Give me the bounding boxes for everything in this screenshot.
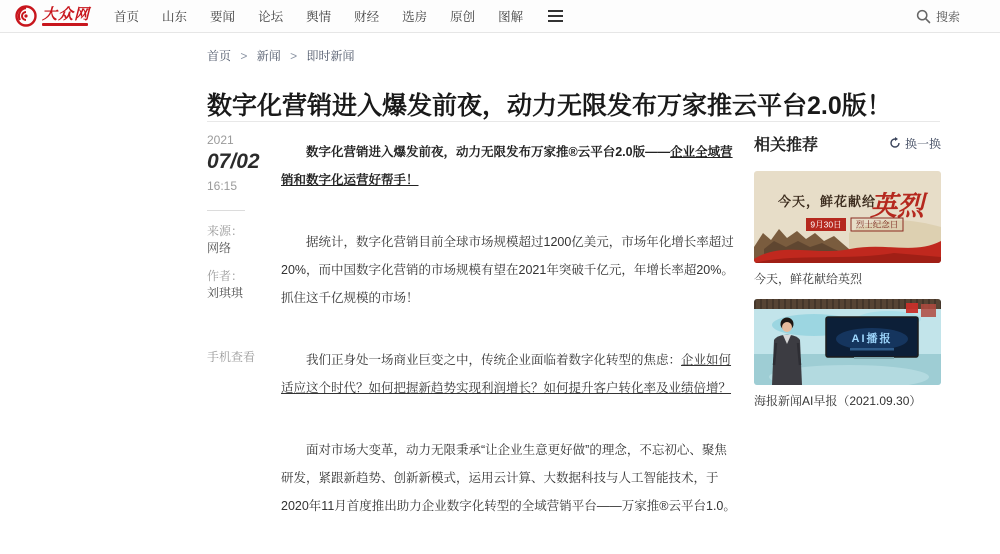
- banner-headline: 今天，鲜花献给: [778, 194, 877, 209]
- sidebar-title: 相关推荐: [754, 136, 819, 154]
- paragraph-underlined-text: 企业如何适应这个时代？如何把握新趋势实现利润增长？如何提升客户转化率及业绩倍增？: [281, 353, 732, 395]
- paragraph-underlined-text: 企业全域营销和数字化运营好帮手！: [281, 145, 733, 187]
- article-paragraph-1: [281, 138, 737, 194]
- card-caption: 今天，鲜花献给英烈: [754, 272, 863, 286]
- hamburger-icon: [548, 10, 563, 12]
- title-divider: [207, 121, 940, 122]
- paragraph-text: 面对市场大变革，动力无限秉承“让企业生意更好做”的理念，不忘初心、聚焦研发，紧跟新趋势、创新新模式，运用云计算、大数据科技与人工智能技术，于2020年11月首度推出助力企业数字化转型的全域营销平台——万家推®云平台1.0。: [281, 443, 736, 513]
- meta-date: 07/02: [207, 150, 260, 173]
- main-navigation: [114, 7, 523, 25]
- top-navbar: [0, 0, 1000, 33]
- breadcrumb-separator: >: [290, 49, 298, 63]
- screen-text: AI播报: [851, 333, 893, 345]
- article-body: [281, 138, 737, 554]
- article-paragraph-3: [281, 346, 737, 402]
- source-label: 来源：: [207, 224, 244, 238]
- article-paragraph-4: [281, 436, 737, 520]
- logo-swirl-icon: [14, 4, 38, 28]
- broadcaster-logo: [921, 304, 936, 317]
- nav-item-shandong[interactable]: 山东: [162, 10, 188, 24]
- breadcrumb-news[interactable]: 新闻: [256, 49, 281, 63]
- refresh-label: 换一换: [904, 136, 941, 151]
- broadcaster-logo: [906, 303, 918, 313]
- author-value: 刘琪琪: [207, 286, 244, 300]
- search-label: 搜索: [935, 9, 960, 24]
- paragraph-text: 据统计，数字化营销目前全球市场规模超过1200亿美元，市场年化增长率超过20%，而中国数字化营销的市场规模有望在2021年突破千亿元，年增长率超20%。抓住这千亿规模的市场！: [281, 235, 734, 305]
- nav-item-headlines[interactable]: 要闻: [210, 10, 236, 24]
- nav-item-forum[interactable]: 论坛: [258, 10, 284, 24]
- memorial-banner-image: [754, 171, 941, 263]
- refresh-icon: [889, 137, 901, 149]
- banner-date-badge: 9月30日: [810, 219, 842, 230]
- banner-label-badge: 烈士纪念日: [855, 219, 899, 230]
- search-button[interactable]: [916, 8, 960, 25]
- nav-item-public-opinion[interactable]: 舆情: [306, 10, 332, 24]
- related-sidebar: [754, 133, 941, 421]
- source-value: 网络: [207, 241, 232, 255]
- nav-item-finance[interactable]: 财经: [354, 10, 380, 24]
- refresh-button[interactable]: [889, 135, 941, 152]
- article-paragraph-2: [281, 228, 737, 312]
- banner-accent-text: 英烈: [870, 191, 924, 221]
- card-caption: 海报新闻AI早报（2021.09.30）: [754, 394, 922, 408]
- breadcrumb: [207, 47, 354, 64]
- meta-year: 2021: [207, 133, 234, 147]
- article-title: 数字化营销进入爆发前夜，动力无限发布万家推云平台2.0版！: [207, 91, 892, 120]
- article-meta: [207, 133, 271, 364]
- paragraph-text: 数字化营销进入爆发前夜，动力无限发布万家推®云平台2.0版——: [306, 145, 671, 159]
- meta-divider: [207, 210, 245, 211]
- mobile-view-label: 手机查看: [207, 350, 256, 364]
- breadcrumb-separator: >: [240, 49, 248, 63]
- menu-toggle-button[interactable]: [545, 7, 566, 25]
- paragraph-text: 我们正身处一场商业巨变之中，传统企业面临着数字化转型的焦虑：: [306, 353, 682, 367]
- ai-broadcast-thumbnail: [754, 299, 941, 385]
- nav-item-housing[interactable]: 选房: [402, 10, 428, 24]
- related-article-card-memorial[interactable]: [754, 171, 941, 287]
- nav-item-home[interactable]: 首页: [114, 10, 140, 24]
- sidebar-header: [754, 133, 941, 153]
- author-label: 作者：: [207, 269, 244, 283]
- search-icon: [916, 9, 931, 24]
- logo-underline: [42, 23, 88, 26]
- breadcrumb-instant-news[interactable]: 即时新闻: [306, 49, 355, 63]
- breadcrumb-home[interactable]: 首页: [207, 49, 232, 63]
- nav-item-infographics[interactable]: 图解: [498, 10, 524, 24]
- meta-time: 16:15: [207, 179, 238, 193]
- logo-text: 大众网: [42, 5, 91, 23]
- site-logo[interactable]: [14, 4, 90, 28]
- related-article-card-ai-news[interactable]: [754, 299, 941, 409]
- logo-text-block: [42, 7, 90, 26]
- nav-item-original[interactable]: 原创: [450, 10, 476, 24]
